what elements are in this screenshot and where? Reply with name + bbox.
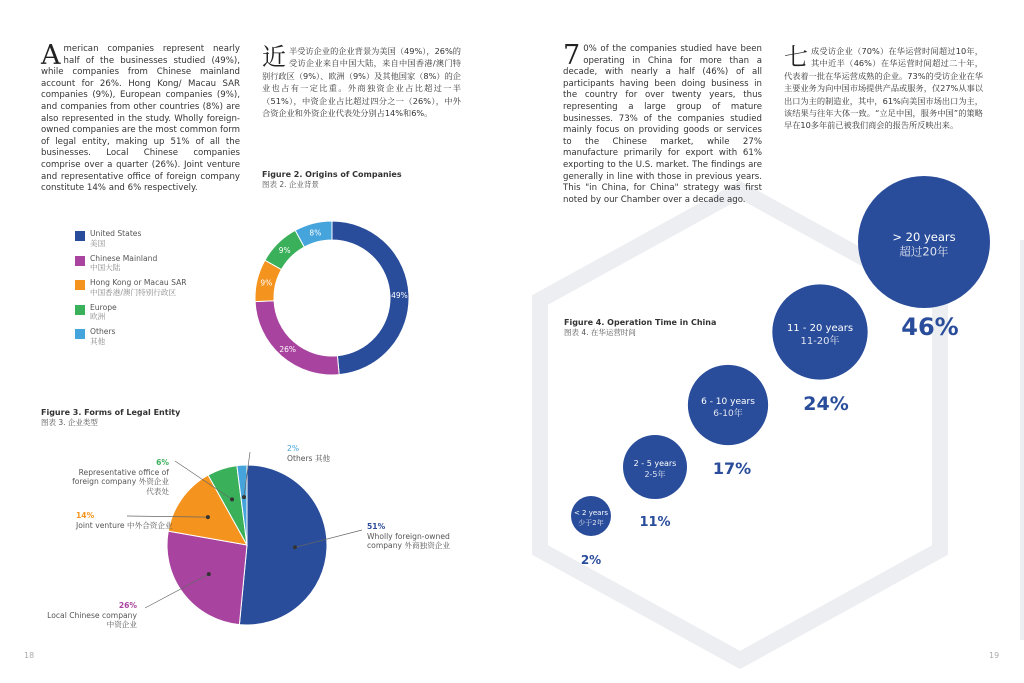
- legend-swatch: [75, 256, 85, 266]
- bubble-label-zh: 少于2年: [578, 519, 604, 527]
- figure-title: Figure 4. Operation Time in China: [564, 318, 717, 327]
- callout-pct: 26%: [118, 601, 137, 610]
- callout-label-en: Local Chinese company: [47, 610, 137, 620]
- callout-label-zh: 外商独资企业: [404, 541, 450, 550]
- pie-slice-local-chinese-company: [167, 531, 247, 625]
- bubble-percentage: 2%: [580, 553, 602, 567]
- dropcap-char: 七: [784, 43, 808, 71]
- dropcap-letter: A: [41, 40, 61, 71]
- callout-label-en: Others: [287, 453, 313, 463]
- callout-label-zh: 其他: [314, 453, 331, 463]
- donut-slice-label: 8%: [309, 228, 322, 238]
- bubble-label-zh: 超过20年: [899, 244, 949, 259]
- paragraph-text: 0% of the companies studied have been operating in China for more than a decade, with nearly a half (46%) of all participants having been doing business in the country for over twenty years, thus representing a large group of mature businesses. 73% of the companies studied mainly focus on providing goods or services to the Chinese market, while 27% manufacture primarily for export with 61% exporting to the U.S. market. The findings are generally in line with those in previous years. This "in China, for China" strategy was first noted by our Chamber over a decade ago.: [563, 44, 762, 205]
- legend-swatch: [75, 329, 85, 339]
- bubble-label-en: 6 - 10 years: [701, 397, 755, 407]
- figure-subtitle: 图表 2. 企业背景: [262, 180, 319, 189]
- donut-slice-label: 26%: [279, 344, 297, 354]
- callout-wholly-foreign-owned: [367, 522, 462, 551]
- donut-slice-label: 9%: [260, 278, 273, 288]
- legend-label-zh: 中国大陆: [90, 263, 121, 272]
- legend-label: [90, 254, 157, 273]
- figure-2-heading: [262, 170, 402, 190]
- callout-pct: 2%: [287, 444, 300, 453]
- callout-pct: 14%: [76, 511, 95, 520]
- bubble-percentage: 46%: [901, 313, 959, 341]
- figure-2-legend: [75, 229, 235, 354]
- bubble-label-en: > 20 years: [892, 230, 956, 244]
- bubble-percentage: 11%: [639, 515, 671, 530]
- bubble-label-en: 11 - 20 years: [786, 323, 854, 334]
- donut-slice-label: 9%: [278, 245, 291, 255]
- callout-label-zh: 中外合资企业: [127, 520, 173, 530]
- callout-pct: 51%: [367, 522, 386, 531]
- paragraph-text: 半受访企业的企业背景为美国（49%），26%的受访企业来自中国大陆，来自中国香港/澳门特别行政区（9%）、欧洲（9%）及其他国家（8%）的企业也占有一定比重。外商独资企业占比超过一半（51%），中资企业占比超过四分之一（26%），中外合资企业和外资企业代表处分别占14%和6%。: [262, 46, 461, 119]
- leader-dot: [207, 572, 211, 576]
- callout-label-en: Wholly foreign-owned company: [367, 531, 450, 550]
- page-number-right: 19: [989, 651, 1000, 660]
- figure-3-heading: [41, 408, 180, 428]
- legend-label: [90, 229, 141, 248]
- bubble-label-zh: 2-5年: [644, 470, 666, 479]
- callout-others: [287, 444, 330, 463]
- figure-2-donut-chart: [250, 215, 415, 380]
- callout-label-en: Joint venture: [76, 520, 125, 530]
- legend-label-zh: 其他: [90, 336, 106, 346]
- callout-joint-venture: [76, 511, 173, 530]
- legend-label-zh: 欧洲: [90, 312, 106, 321]
- leader-dot: [206, 515, 210, 519]
- bubble-label-en: < 2 years: [573, 509, 609, 517]
- callout-representative-office: [72, 458, 169, 496]
- figure-subtitle: 图表 3. 企业类型: [41, 418, 98, 427]
- legend-label: [90, 303, 117, 322]
- bubble-label-en: 2 - 5 years: [633, 459, 677, 468]
- figure-4-bubble-chart: [500, 170, 1024, 590]
- figure-title: Figure 3. Forms of Legal Entity: [41, 408, 181, 417]
- leader-dot: [230, 497, 234, 501]
- callout-label-en: Representative office of foreign company: [72, 467, 169, 486]
- callout-pct: 6%: [156, 458, 169, 467]
- legend-label-zh: 中国香港/澳门特别行政区: [90, 287, 177, 297]
- pie-slice-wholly-foreign-owned-company: [239, 465, 327, 625]
- callout-label-zh: 中资企业: [106, 620, 137, 629]
- legend-label-en: United States: [90, 229, 142, 238]
- paragraph-text: merican companies represent nearly half of the businesses studied (49%), while companies from Chinese mainland account for 26%. Hong Kong/ Macau SAR companies (9%), European companies (9%), and companies from other countries (8%) are also represented in the study. Wholly foreign-owned companies are the most common form of legal entity, making up 51% of all the businesses. Local Chinese companies comprise over a quarter (26%). Joint venture and representative office of foreign company constitute 14% and 6% respectively.: [41, 44, 240, 194]
- bubble-label-zh: 11-20年: [800, 336, 840, 347]
- donut-slice-chinese-mainland: [255, 301, 339, 375]
- intro-paragraph-zh: [784, 45, 983, 132]
- legend-label-en: Others: [90, 327, 116, 336]
- leader-dot: [242, 495, 246, 499]
- figure-subtitle: 图表 4. 在华运营时间: [564, 328, 636, 337]
- legend-swatch: [75, 231, 85, 241]
- bubble-percentage: 24%: [803, 393, 849, 415]
- paragraph-text: 成受访企业（70%）在华运营时间超过10年，其中近半（46%）在华运营时间超过二十年，代表着一批在华运营成熟的企业。73%的受访企业在华主要业务为向中国市场提供产品或服务，仅27%从事以出口为主的制造业，其中，61%向美国市场出口为主，该结果与往年大体一致。“立足中国，服务中国”的策略早在10多年前已被我们商会的报告所反映出来。: [784, 46, 983, 131]
- figure-title: Figure 2. Origins of Companies: [262, 170, 402, 179]
- page-number-left: 18: [24, 651, 35, 660]
- legend-swatch: [75, 280, 85, 290]
- intro-paragraph-zh: [262, 45, 461, 119]
- legend-label: [90, 327, 116, 346]
- legend-label: [90, 278, 187, 297]
- dropcap-char: 近: [262, 43, 286, 71]
- dropcap-letter: 7: [563, 40, 581, 71]
- leader-dot: [293, 545, 297, 549]
- callout-label-zh: 外资企业代表处: [138, 477, 169, 496]
- bubble-label-zh: 6-10年: [713, 409, 743, 419]
- legend-label-zh: 美国: [90, 238, 106, 248]
- legend-label-en: Europe: [90, 302, 117, 312]
- bubble-percentage: 17%: [712, 459, 752, 478]
- callout-local-chinese: [40, 601, 137, 630]
- donut-slice-label: 49%: [391, 290, 408, 300]
- legend-swatch: [75, 305, 85, 315]
- legend-label-en: Chinese Mainland: [90, 253, 158, 263]
- intro-paragraph-en: [41, 40, 240, 195]
- legend-label-en: Hong Kong or Macau SAR: [90, 278, 187, 287]
